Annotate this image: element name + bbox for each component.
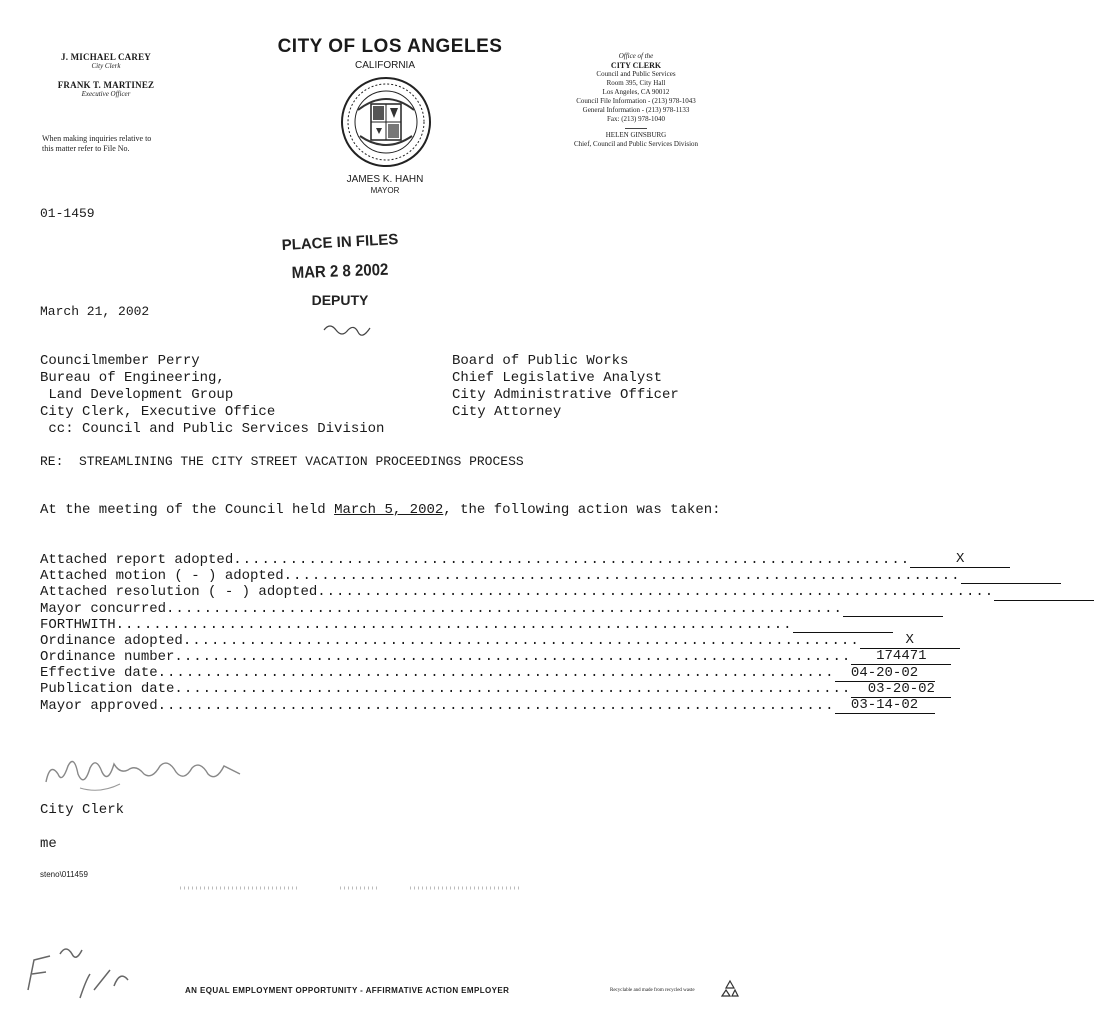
recipient: Board of Public Works [452, 353, 629, 369]
state-label: CALIFORNIA [354, 60, 415, 71]
file-number: 01-1459 [40, 206, 95, 221]
body-paragraph [40, 502, 730, 519]
action-row [40, 680, 935, 698]
action-label: Mayor approved [40, 697, 158, 714]
office-division: Council and Public Services [596, 70, 676, 78]
general-info-phone: General Information - (213) 978-1133 [582, 106, 690, 114]
executive-officer-name: FRANK T. MARTINEZ [57, 80, 155, 90]
action-value: 04-20-02 [835, 666, 935, 682]
action-label: Ordinance number [40, 649, 175, 666]
document-path: steno\011459 [40, 870, 88, 879]
city-clerk-name: J. MICHAEL CAREY [61, 52, 151, 62]
recipient: Bureau of Engineering, [40, 370, 225, 386]
leader-dots: ........................................................................ [157, 665, 835, 682]
leader-dots: ........................................................................ [233, 551, 911, 568]
stamp-initials-icon [322, 320, 372, 338]
action-row [40, 616, 793, 633]
letter-date: March 21, 2002 [40, 304, 150, 319]
body-text-after: , the following action was taken: [443, 502, 721, 518]
action-label: Attached report adopted [40, 551, 234, 568]
division-chief-title: Chief, Council and Public Services Division [573, 140, 699, 148]
action-value [994, 585, 1094, 601]
action-value: X [910, 552, 1010, 568]
city-seal-icon [340, 76, 432, 168]
action-row [40, 568, 961, 585]
city-title: CITY OF LOS ANGELES [277, 36, 503, 57]
action-value: 03-20-02 [851, 682, 951, 698]
office-label: Office of the [618, 52, 654, 60]
action-value: X [860, 633, 960, 649]
recycled-note: Recyclable and made from recycled waste [610, 988, 695, 993]
meeting-date: March 5, 2002 [334, 502, 444, 518]
stamp-date: MAR 2 8 2002 [291, 260, 389, 283]
leader-dots: ........................................................................ [115, 616, 793, 633]
action-label: Publication date [40, 681, 175, 698]
clerk-signature-icon [40, 744, 260, 796]
action-list [40, 551, 995, 714]
distribution-right [452, 353, 679, 421]
action-row [40, 551, 965, 568]
handwritten-note-icon [20, 940, 140, 1006]
mayor-name: JAMES K. HAHN [346, 174, 424, 185]
city-clerk-title: City Clerk [91, 62, 121, 70]
recipient: Councilmember Perry [40, 353, 200, 369]
closing-title: City Clerk [40, 802, 125, 818]
leader-dots: ........................................................................ [174, 649, 852, 666]
action-value [843, 601, 943, 617]
leader-dots: ........................................................................ [182, 632, 860, 649]
action-value: 03-14-02 [835, 698, 935, 714]
office-name: CITY CLERK [610, 61, 662, 70]
leader-dots: ........................................................................ [317, 584, 995, 601]
recipient-cc: cc: Council and Public Services Division [40, 421, 385, 437]
action-label: Attached resolution ( - ) adopted [40, 584, 318, 601]
eeo-statement: AN EQUAL EMPLOYMENT OPPORTUNITY - AFFIRMATIVE ACTION EMPLOYER [185, 986, 510, 995]
distribution-left [40, 353, 384, 438]
action-label: Mayor concurred [40, 600, 167, 617]
action-label: Effective date [40, 665, 158, 682]
mayor-title: MAYOR [370, 186, 400, 195]
typist-initials: me [40, 836, 57, 852]
subject-line: RE: STREAMLINING THE CITY STREET VACATION PROCEEDINGS PROCESS [40, 454, 524, 469]
action-row [40, 664, 919, 682]
body-text-before: At the meeting of the Council held [40, 502, 335, 518]
recipient: City Attorney [452, 404, 562, 420]
leader-dots: ........................................................................ [174, 681, 852, 698]
divider [625, 128, 647, 129]
letterhead-left [36, 52, 176, 108]
council-file-phone: Council File Information - (213) 978-1043 [576, 97, 696, 105]
scan-noise-icon [180, 884, 540, 892]
action-value: 174471 [851, 649, 951, 665]
stamp-deputy: DEPUTY [311, 292, 369, 308]
leader-dots: ........................................................................ [283, 568, 961, 585]
division-chief-name: HELEN GINSBURG [605, 131, 667, 139]
executive-officer-title: Executive Officer [81, 90, 131, 98]
inquiry-note: When making inquiries relative to this matter refer to File No. [42, 134, 152, 153]
recipient: City Clerk, Executive Office [40, 404, 276, 420]
recipient: Chief Legislative Analyst [452, 370, 663, 386]
office-city: Los Angeles, CA 90012 [602, 88, 670, 96]
action-row [40, 696, 919, 714]
recycle-icon [718, 978, 742, 1002]
received-stamp [270, 230, 410, 308]
fax-number: Fax: (213) 978-1040 [607, 115, 665, 123]
letterhead-right [538, 52, 734, 149]
leader-dots: ........................................................................ [157, 697, 835, 714]
action-row [40, 632, 914, 649]
office-room: Room 395, City Hall [606, 79, 666, 87]
stamp-line-1: PLACE IN FILES [281, 230, 399, 255]
action-label: Attached motion ( - ) adopted [40, 568, 284, 585]
action-value [793, 617, 893, 633]
action-row [40, 600, 843, 617]
leader-dots: ........................................................................ [166, 600, 843, 617]
action-label: FORTHWITH [40, 616, 116, 633]
action-row [40, 648, 927, 666]
action-value [961, 568, 1061, 584]
action-row [40, 584, 995, 601]
action-label: Ordinance adopted [40, 632, 183, 649]
recipient: City Administrative Officer [452, 387, 679, 403]
recipient: Land Development Group [40, 387, 234, 403]
